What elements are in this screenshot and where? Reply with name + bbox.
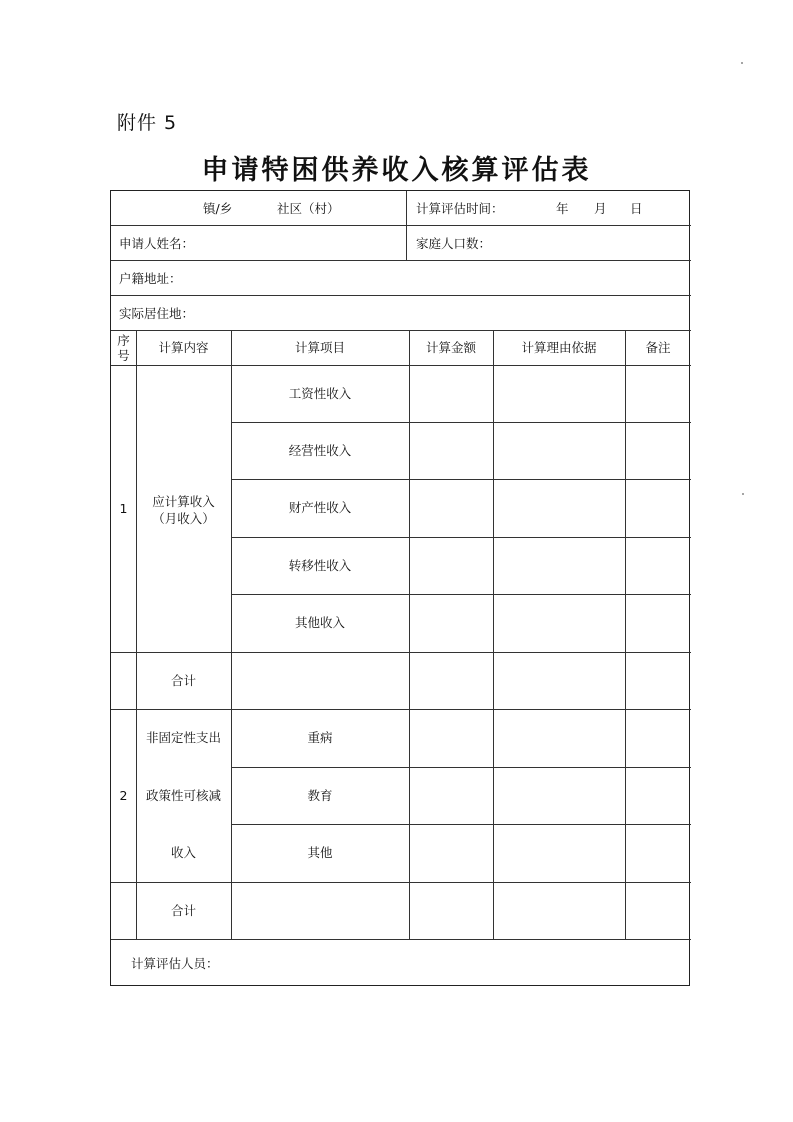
col-divider (406, 225, 407, 260)
row-divider (231, 767, 691, 768)
section2-number: 2 (119, 788, 128, 803)
community-label: 社区（村） (277, 201, 340, 216)
income-item: 财产性收入 (288, 500, 352, 515)
col-header-seq: 序 (117, 333, 130, 348)
year-label: 年 (556, 201, 569, 216)
household-size-label: 家庭人口数： (416, 236, 492, 251)
col-divider (406, 191, 407, 225)
row-divider (231, 537, 691, 538)
household-address-label: 户籍地址： (119, 271, 182, 286)
page-title: 申请特困供养收入核算评估表 (201, 155, 592, 186)
applicant-name-label: 申请人姓名： (119, 236, 195, 251)
deduction-item: 教育 (307, 788, 333, 803)
scan-speck (742, 493, 744, 495)
income-item: 工资性收入 (288, 386, 352, 401)
income-item: 其他收入 (294, 615, 345, 630)
row-divider (111, 882, 691, 883)
row-divider (111, 330, 691, 331)
col-header-amount: 计算金额 (425, 340, 476, 355)
section2-content: 非固定性支出 (145, 730, 221, 745)
col-header-seq: 号 (117, 348, 130, 363)
row-divider (111, 652, 691, 653)
col-header-content: 计算内容 (158, 340, 209, 355)
row-divider (231, 422, 691, 423)
assessment-form-table (110, 190, 690, 986)
residence-label: 实际居住地： (119, 306, 195, 321)
income-item: 经营性收入 (288, 443, 352, 458)
section2-content: 收入 (170, 845, 196, 860)
row-divider (111, 939, 691, 940)
income-item: 转移性收入 (288, 558, 352, 573)
row-divider (111, 225, 691, 226)
row-divider (111, 295, 691, 296)
col-header-basis: 计算理由依据 (521, 340, 597, 355)
section2-content: 政策性可核减 (145, 788, 221, 803)
col-divider (409, 330, 410, 939)
section1-content: 应计算收入 (152, 494, 215, 509)
row-divider (111, 709, 691, 710)
day-label: 日 (630, 201, 643, 216)
month-label: 月 (594, 201, 607, 216)
col-header-item: 计算项目 (294, 340, 345, 355)
section1-subtotal-label: 合计 (170, 673, 196, 688)
row-divider (231, 824, 691, 825)
section1-content: （月收入） (152, 511, 215, 526)
evaluator-label: 计算评估人员： (131, 956, 219, 971)
attachment-label: 附件 5 (117, 112, 178, 134)
col-divider (625, 330, 626, 939)
section2-subtotal-label: 合计 (170, 903, 196, 918)
row-divider (111, 260, 691, 261)
col-divider (493, 330, 494, 939)
row-divider (231, 594, 691, 595)
col-header-remarks: 备注 (645, 340, 671, 355)
town-label: 镇/乡 (203, 201, 233, 216)
section1-number: 1 (119, 501, 128, 516)
scan-speck (741, 62, 743, 64)
eval-time-label: 计算评估时间： (416, 201, 504, 216)
row-divider (231, 479, 691, 480)
deduction-item: 其他 (307, 845, 333, 860)
row-divider (111, 365, 691, 366)
deduction-item: 重病 (307, 730, 333, 745)
